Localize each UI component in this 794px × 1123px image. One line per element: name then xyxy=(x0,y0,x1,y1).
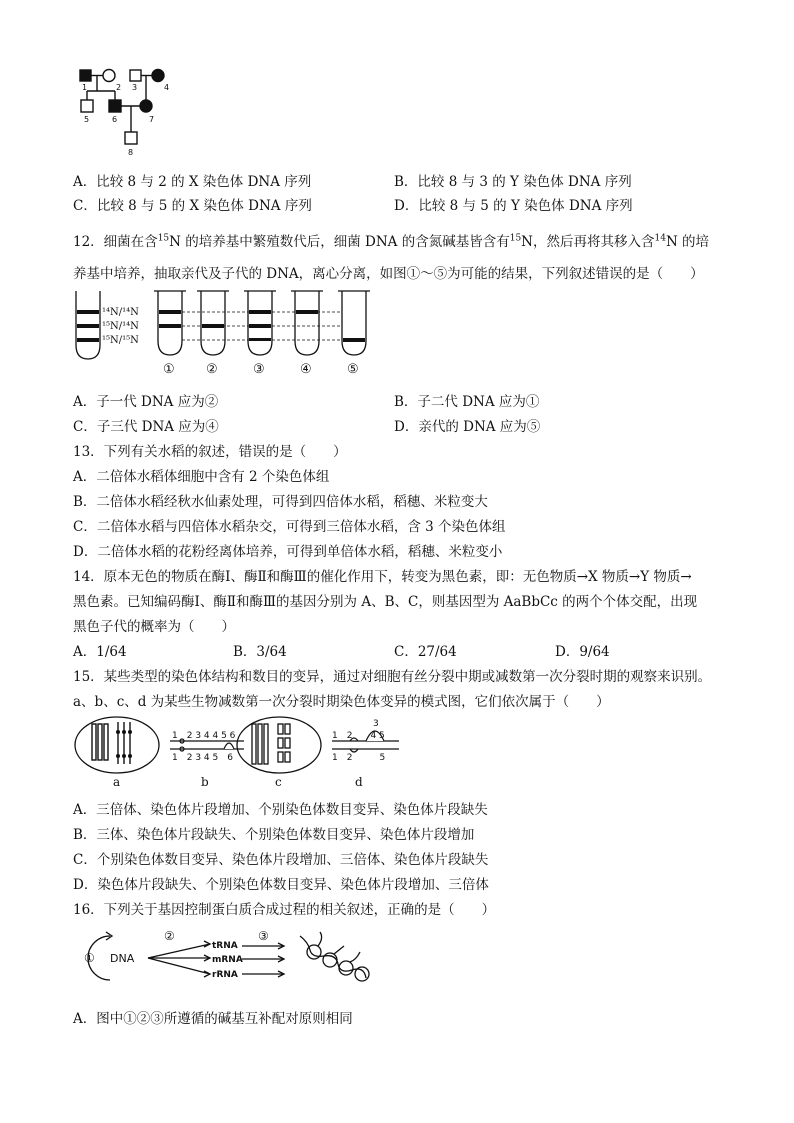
pedigree-label-4: 4 xyxy=(164,83,170,92)
q13-option-a[interactable]: A．二倍体水稻体细胞中含有 2 个染色体组 xyxy=(73,469,330,485)
q15-option-a[interactable]: A．三倍体、染色体片段增加、个别染色体数目变异、染色体片段缺失 xyxy=(73,802,488,818)
band-label-15-15: ¹⁵N/¹⁵N xyxy=(102,335,139,346)
q11-option-a[interactable]: A．比较 8 与 2 的 X 染色体 DNA 序列 xyxy=(73,174,312,190)
q14-stem-line1: 14．原本无色的物质在酶Ⅰ、酶Ⅱ和酶Ⅲ的催化作用下，转变为黑色素，即：无色物质→X 物质→Y 物质→ xyxy=(73,569,692,585)
q12-option-a[interactable]: A．子一代 DNA 应为② xyxy=(73,394,219,410)
pedigree-label-1: 1 xyxy=(82,83,88,92)
tube-label-2: ② xyxy=(206,362,218,377)
q11-option-b[interactable]: B．比较 8 与 3 的 Y 染色体 DNA 序列 xyxy=(394,174,632,190)
fig-letter-c: c xyxy=(275,775,282,789)
pedigree-label-7: 7 xyxy=(149,115,155,124)
centrifuge-tubes-diagram xyxy=(70,287,380,377)
tube-label-1: ① xyxy=(163,362,175,377)
pedigree-label-8: 8 xyxy=(128,148,134,157)
q12-option-c[interactable]: C．子三代 DNA 应为④ xyxy=(73,419,219,435)
tube-label-3: ③ xyxy=(253,362,265,377)
fig-letter-a: a xyxy=(113,775,121,789)
pedigree-label-5: 5 xyxy=(84,115,90,124)
q15-stem-line2: a、b、c、d 为某些生物减数第一次分裂时期染色体变异的模式图，它们依次属于（ ） xyxy=(73,694,610,710)
q12-stem-line1: 12．细菌在含$^{15}$N 的培养基中繁殖数代后，细菌 DNA 的含氮碱基皆含有$^{15}$N，然后再将其移入含$^{14}$N 的培 xyxy=(73,233,710,250)
fig-dna-label: DNA xyxy=(110,952,135,965)
tube-label-4: ④ xyxy=(300,362,312,377)
q14-option-b[interactable]: B．3/64 xyxy=(233,644,287,660)
fig-step-1: ① xyxy=(84,951,95,965)
q11-option-c[interactable]: C．比较 8 与 5 的 X 染色体 DNA 序列 xyxy=(73,198,312,214)
q15-stem-line1: 15．某些类型的染色体结构和数目的变异，通过对细胞有丝分裂中期或减数第一次分裂时期的观察来识别。 xyxy=(73,669,712,685)
fig-b-top-labels: 1 2 3 4 4 5 6 xyxy=(172,731,236,741)
fig-b-bottom-labels: 1 2 3 4 5 6 xyxy=(172,753,233,763)
fig-d-top-labels: 1 2 4 5 xyxy=(332,731,385,741)
pedigree-label-2: 2 xyxy=(116,83,122,92)
q12-option-b[interactable]: B．子二代 DNA 应为① xyxy=(394,394,540,410)
pedigree-label-3: 3 xyxy=(132,83,138,92)
fig-trna-label: tRNA xyxy=(212,941,238,951)
tube-label-5: ⑤ xyxy=(347,362,359,377)
q13-option-d[interactable]: D．二倍体水稻的花粉经离体培养，可得到单倍体水稻，稻穗、米粒变小 xyxy=(73,544,503,560)
fig-d-three-label: 3 xyxy=(373,719,379,729)
q16-option-a[interactable]: A．图中①②③所遵循的碱基互补配对原则相同 xyxy=(73,1011,353,1027)
q13-option-b[interactable]: B．二倍体水稻经秋水仙素处理，可得到四倍体水稻，稻穗、米粒变大 xyxy=(73,494,488,510)
q14-stem-line3: 黑色子代的概率为（ ） xyxy=(73,619,235,635)
chromosome-variation-diagram xyxy=(74,712,404,792)
pedigree-label-6: 6 xyxy=(112,115,118,124)
q15-option-d[interactable]: D．染色体片段缺失、个别染色体数目变异、染色体片段增加、三倍体 xyxy=(73,877,489,893)
gene-expression-diagram xyxy=(72,928,392,992)
pedigree-diagram xyxy=(70,64,180,160)
band-label-14-14: ¹⁴N/¹⁴N xyxy=(102,307,139,318)
fig-d-bottom-labels: 1 2 5 xyxy=(332,753,386,763)
band-label-15-14: ¹⁵N/¹⁴N xyxy=(102,321,139,332)
fig-letter-d: d xyxy=(355,775,363,789)
fig-step-3: ③ xyxy=(258,929,269,943)
q12-option-d[interactable]: D．亲代的 DNA 应为⑤ xyxy=(394,419,541,435)
q16-stem: 16．下列关于基因控制蛋白质合成过程的相关叙述，正确的是（ ） xyxy=(73,902,496,918)
fig-step-2: ② xyxy=(164,929,175,943)
q14-option-d[interactable]: D．9/64 xyxy=(555,644,610,660)
q14-option-a[interactable]: A．1/64 xyxy=(73,644,127,660)
fig-letter-b: b xyxy=(201,775,209,789)
q15-option-b[interactable]: B．三体、染色体片段缺失、个别染色体数目变异、染色体片段增加 xyxy=(73,827,475,843)
q14-stem-line2: 黑色素。已知编码酶Ⅰ、酶Ⅱ和酶Ⅲ的基因分别为 A、B、C，则基因型为 AaBbCc 的两个个体交配，出现 xyxy=(73,594,698,610)
q11-option-d[interactable]: D．比较 8 与 5 的 Y 染色体 DNA 序列 xyxy=(394,198,633,214)
fig-mrna-label: mRNA xyxy=(212,955,243,965)
q15-option-c[interactable]: C．个别染色体数目变异、染色体片段增加、三倍体、染色体片段缺失 xyxy=(73,852,489,868)
fig-rrna-label: rRNA xyxy=(212,970,238,980)
q14-option-c[interactable]: C．27/64 xyxy=(394,644,457,660)
q13-option-c[interactable]: C．二倍体水稻与四倍体水稻杂交，可得到三倍体水稻，含 3 个染色体组 xyxy=(73,519,506,535)
q12-stem-line2: 养基中培养，抽取亲代及子代的 DNA，离心分离，如图①～⑤为可能的结果，下列叙述错误的是（ ） xyxy=(73,266,704,282)
q13-stem: 13．下列有关水稻的叙述，错误的是（ ） xyxy=(73,444,347,460)
